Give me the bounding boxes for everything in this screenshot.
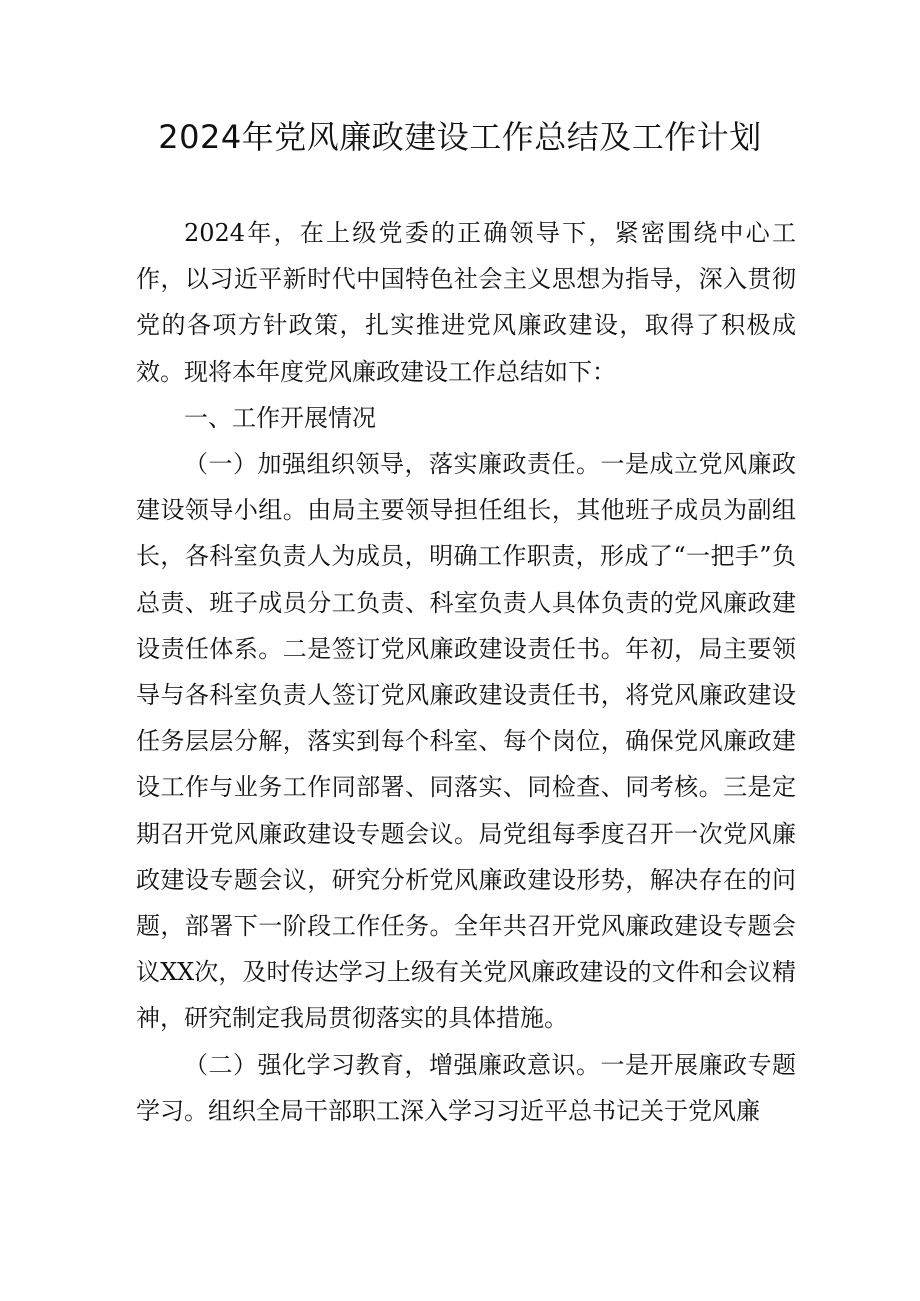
document-body — [136, 210, 796, 1134]
body-paragraph: （二）强化学习教育，增强廉政意识。一是开展廉政专题学习。组织全局干部职工深入学习习近平总书记关于党风廉 — [136, 1050, 796, 1125]
intro-paragraph: 2024年，在上级党委的正确领导下，紧密围绕中心工作，以习近平新时代中国特色社会主义思想为指导，深入贯彻党的各项方针政策，扎实推进党风廉政建设，取得了积极成效。现将本年度党风廉政建设工作总结如下： — [136, 219, 796, 386]
section-heading: 一、工作开展情况 — [184, 403, 376, 432]
body-paragraph: （一）加强组织领导，落实廉政责任。一是成立党风廉政建设领导小组。由局主要领导担任组长，其他班子成员为副组长，各科室负责人为成员，明确工作职责，形成了“一把手”负总责、班子成员分工负责、科室负责人具体负责的党风廉政建设责任体系。二是签订党风廉政建设责任书。年初，局主要领导与各科室负责人签订党风廉政建设责任书，将党风廉政建设任务层层分解，落实到每个科室、每个岗位，确保党风廉政建设工作与业务工作同部署、同落实、同检查、同考核。三是定期召开党风廉政建设专题会议。局党组每季度召开一次党风廉政建设专题会议，研究分析党风廉政建设形势，解决存在的问题，部署下一阶段工作任务。全年共召开党风廉政建设专题会议XX次，及时传达学习上级有关党风廉政建设的文件和会议精神，研究制定我局贯彻落实的具体措施。 — [136, 450, 796, 1033]
document-title: 2024年党风廉政建设工作总结及工作计划 — [158, 118, 762, 156]
